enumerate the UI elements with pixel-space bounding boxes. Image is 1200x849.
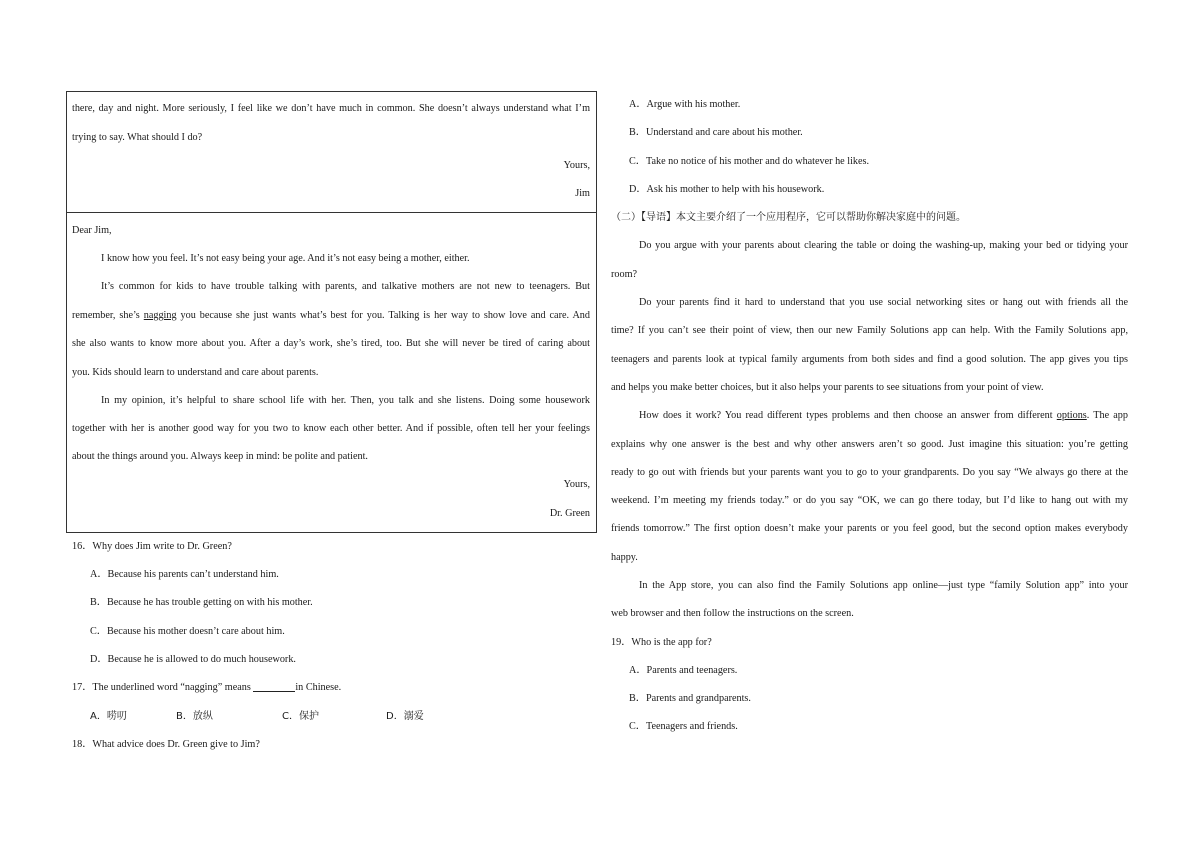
text-segment: . The app (1086, 410, 1128, 421)
passage-paragraph: Do your parents find it hard to understand that you use social networking sites or hang out with friends all the (639, 297, 1128, 308)
answer-blank (253, 681, 295, 692)
q16-option-d: D．Because he is allowed to do much housework. (90, 654, 296, 665)
letter-paragraph: In my opinion, it’s helpful to share school life with her. Then, you talk and she listens. Doing some housework (101, 395, 590, 406)
passage-line: ready to go out with friends but your parents want you to go to your grandparents. Do you say “We always go there at the (611, 467, 1128, 478)
q18-option-c: C．Take no notice of his mother and do whatever he likes. (629, 156, 870, 167)
q17-option-b: B．放纵 (176, 711, 213, 722)
question-18-stem: 18．What advice does Dr. Green give to Jim? (72, 739, 260, 750)
question-17-stem (72, 681, 341, 695)
q16-option-b: B．Because he has trouble getting on with his mother. (90, 597, 313, 608)
passage-line: time? If you can’t see their point of view, then our new Family Solutions app can help. With the Family Solutions app, (611, 325, 1128, 336)
letter-line: together with her is another good way for you two to know each other better. And if possible, often tell her your feelings (72, 423, 590, 434)
letter-closing: Yours, (563, 160, 590, 171)
passage-intro: （二）【导语】本文主要介绍了一个应用程序，它可以帮助你解决家庭中的问题。 (611, 212, 966, 223)
text-segment: you because she just wants what’s best for you. Talking is her way to show love and care. And (176, 310, 590, 321)
text-segment: remember, she’s (72, 310, 144, 321)
q19-option-a: A．Parents and teenagers. (629, 665, 738, 676)
letter-signature: Dr. Green (549, 508, 590, 519)
passage-paragraph: Do you argue with your parents about clearing the table or doing the washing-up, making your bed or tidying your (639, 240, 1128, 251)
q19-option-c: C．Teenagers and friends. (629, 721, 738, 732)
passage-paragraph (639, 409, 1128, 423)
passage-line: explains why one answer is the best and why other answers aren’t so good. Just imagine this situation: you’re getting (611, 439, 1128, 450)
passage-line: teenagers and parents look at typical family arguments from both sides and find a good solution. The app gives you tips (611, 354, 1128, 365)
passage-line: happy. (611, 552, 638, 563)
passage-paragraph: In the App store, you can also find the Family Solutions app online—just type “family Solution app” into your (639, 580, 1128, 591)
letter-salutation: Dear Jim, (72, 225, 112, 236)
q18-option-b: B．Understand and care about his mother. (629, 127, 803, 138)
passage-line: weekend. I’m meeting my friends today.” or do you say “OK, we can go there today, but I’d like to hang out with my (611, 495, 1128, 506)
q19-option-b: B．Parents and grandparents. (629, 693, 751, 704)
q18-option-a: A．Argue with his mother. (629, 99, 741, 110)
letter-line: she also wants to know more about you. After a day’s work, she’s tired, too. But she will never be tired of caring about (72, 338, 590, 349)
letter-paragraph: It’s common for kids to have trouble talking with parents, and talkative mothers are not new to teenagers. But (101, 281, 590, 292)
letter-line: you. Kids should learn to understand and care about parents. (72, 367, 319, 378)
q17-option-a: A．唠叨 (90, 711, 127, 722)
q16-option-c: C．Because his mother doesn’t care about him. (90, 626, 285, 637)
letter-line: there, day and night. More seriously, I feel like we don’t have much in common. She doesn’t always understand what I’m (72, 103, 590, 114)
letter-paragraph: I know how you feel. It’s not easy being your age. And it’s not easy being a mother, either. (101, 253, 470, 264)
q18-option-d: D．Ask his mother to help with his housework. (629, 184, 825, 195)
underlined-word-options: options (1056, 410, 1087, 421)
letter-closing: Yours, (563, 479, 590, 490)
q16-option-a: A．Because his parents can’t understand him. (90, 569, 279, 580)
passage-line: friends tomorrow.” The first option doesn’t make your parents or you feel good, but the second option makes everybody (611, 523, 1128, 534)
text-segment: in Chinese. (295, 682, 342, 693)
underlined-word-nagging: nagging (143, 310, 177, 321)
letter-line (72, 309, 590, 323)
letter-signature: Jim (575, 188, 590, 199)
text-segment: 17．The underlined word “nagging” means (72, 682, 254, 693)
letter-line: about the things around you. Always keep in mind: be polite and patient. (72, 451, 368, 462)
text-segment: How does it work? You read different types problems and then choose an answer from different (639, 410, 1057, 421)
question-16-stem: 16．Why does Jim write to Dr. Green? (72, 541, 232, 552)
q17-option-c: C．保护 (282, 711, 319, 722)
question-19-stem: 19．Who is the app for? (611, 637, 712, 648)
passage-line: room? (611, 269, 638, 280)
passage-line: web browser and then follow the instructions on the screen. (611, 608, 854, 619)
q17-option-d: D．溺爱 (386, 711, 424, 722)
passage-line: and helps you make better choices, but it also helps your parents to see situations from your point of view. (611, 382, 1044, 393)
letter-line: trying to say. What should I do? (72, 132, 203, 143)
